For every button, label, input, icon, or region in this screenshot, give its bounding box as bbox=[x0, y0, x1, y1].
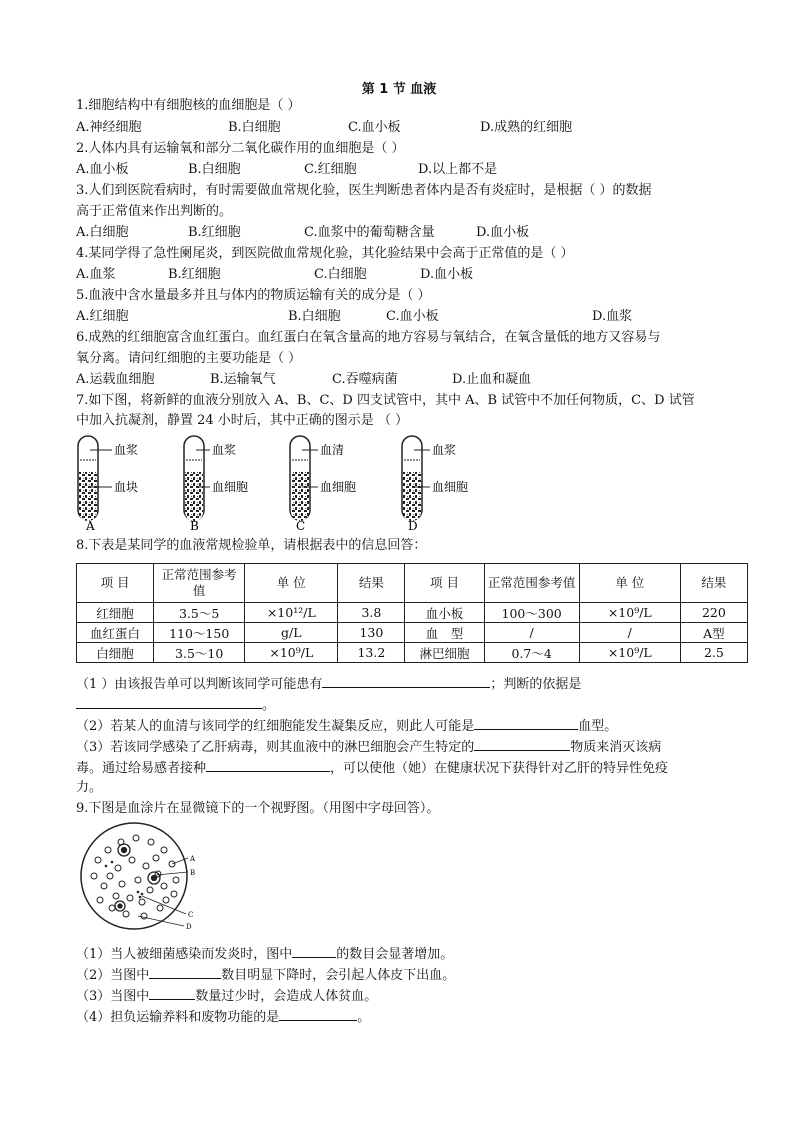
q6-option-c[interactable]: C.吞噬病菌 bbox=[332, 372, 398, 387]
q9-sub2-blank[interactable] bbox=[149, 965, 221, 979]
table-cell: 2.5 bbox=[680, 643, 747, 663]
q1-option-c[interactable]: C.血小板 bbox=[348, 120, 401, 135]
q5-stem: 5.血液中含水量最多并且与体内的物质运输有关的成分是（ ） bbox=[76, 288, 431, 303]
table-cell: 100～300 bbox=[484, 603, 579, 623]
q3-option-a[interactable]: A.白细胞 bbox=[76, 225, 129, 240]
q8-sub1-text-b: ；判断的依据是 bbox=[490, 677, 582, 692]
table-cell: 3.5～10 bbox=[154, 643, 245, 663]
tube-a bbox=[78, 436, 112, 521]
table-cell: 130 bbox=[338, 623, 405, 643]
q2-stem: 2.人体内具有运输氧和部分二氧化碳作用的血细胞是（ ） bbox=[76, 141, 405, 156]
table-cell: 红细胞 bbox=[77, 603, 154, 623]
q4-option-c[interactable]: C.白细胞 bbox=[314, 267, 367, 282]
q8-sub1-line2 bbox=[76, 695, 275, 715]
table-row bbox=[77, 623, 748, 643]
q8-sub1-blank-disease[interactable] bbox=[322, 674, 490, 688]
table-header-cell: 结果 bbox=[680, 564, 747, 603]
table-header-cell: 正常范围参考值 bbox=[154, 564, 245, 603]
table-row bbox=[77, 603, 748, 623]
table-cell: 3.8 bbox=[338, 603, 405, 623]
table-header-cell: 项 目 bbox=[405, 564, 484, 603]
tube-d bbox=[402, 436, 430, 521]
table-cell: / bbox=[579, 623, 680, 643]
q3-option-d[interactable]: D.血小板 bbox=[476, 225, 530, 240]
q1-option-d[interactable]: D.成熟的红细胞 bbox=[480, 120, 573, 135]
q6-stem-line1: 6.成熟的红细胞富含血红蛋白。血红蛋白在氧含量高的地方容易与氧结合，在氧含量低的地方又容易与 bbox=[76, 330, 661, 345]
table-cell: g/L bbox=[245, 623, 338, 643]
q6-option-d[interactable]: D.止血和凝血 bbox=[452, 372, 532, 387]
tube-c bbox=[290, 436, 318, 521]
q9-sub1-blank[interactable] bbox=[292, 944, 336, 958]
q4-option-a[interactable]: A.血浆 bbox=[76, 267, 116, 282]
blood-smear-svg bbox=[76, 820, 216, 940]
q9-sub3-text-a: （3）当图中 bbox=[76, 989, 150, 1004]
table-cell: 淋巴细胞 bbox=[405, 643, 484, 663]
table-cell: ×10⁹/L bbox=[579, 603, 680, 623]
tube-d-bottom-label: 血细胞 bbox=[432, 480, 469, 494]
tube-c-letter: C bbox=[296, 519, 306, 532]
table-cell: 13.2 bbox=[338, 643, 405, 663]
q8-sub3-line3: 力。 bbox=[76, 780, 103, 795]
q2-option-b[interactable]: B.白细胞 bbox=[188, 162, 241, 177]
q9-sub3-text-b: 数量过少时，会造成人体贫血。 bbox=[195, 989, 378, 1004]
table-cell: ×10⁹/L bbox=[579, 643, 680, 663]
blood-smear-figure bbox=[76, 820, 216, 940]
table-row bbox=[77, 643, 748, 663]
q5-option-c[interactable]: C.血小板 bbox=[386, 309, 439, 324]
q6-option-a[interactable]: A.运载血细胞 bbox=[76, 372, 155, 387]
table-cell: ×10¹²/L bbox=[245, 603, 338, 623]
table-cell: 血 型 bbox=[405, 623, 484, 643]
test-tubes-svg bbox=[76, 432, 496, 532]
q7-stem-line2: 中加入抗凝剂，静置 24 小时后，其中正确的图示是 （ ） bbox=[76, 413, 409, 428]
tube-d-letter: D bbox=[408, 519, 418, 532]
q6-option-b[interactable]: B.运输氧气 bbox=[210, 372, 276, 387]
q9-sub4-text-a: （4）担负运输养料和废物功能的是 bbox=[76, 1010, 280, 1025]
q4-option-d[interactable]: D.血小板 bbox=[420, 267, 474, 282]
q9-sub4-line bbox=[76, 1007, 370, 1027]
table-cell: A型 bbox=[680, 623, 747, 643]
tube-a-bottom-label: 血块 bbox=[114, 480, 139, 494]
tube-c-bottom-label: 血细胞 bbox=[320, 480, 357, 494]
q7-stem-line1: 7.如下图，将新鲜的血液分别放入 A、B、C、D 四支试管中，其中 A、B 试管中不加任何物质，C、D 试管 bbox=[76, 393, 695, 408]
page-title: 第 1 节 血液 bbox=[361, 82, 437, 97]
q9-sub3-blank[interactable] bbox=[149, 986, 195, 1000]
table-cell: / bbox=[484, 623, 579, 643]
q9-sub2-text-b: 数目明显下降时，会引起人体皮下出血。 bbox=[221, 968, 456, 983]
q8-sub3-text-l2a: 毒。通过给易感者接种 bbox=[76, 761, 207, 776]
q1-option-b[interactable]: B.白细胞 bbox=[228, 120, 281, 135]
q9-sub1-text-b: 的数目会显著增加。 bbox=[336, 947, 454, 962]
q9-stem: 9.下图是血涂片在显微镜下的一个视野图。（用图中字母回答）。 bbox=[76, 801, 440, 816]
q9-sub3-line bbox=[76, 986, 377, 1006]
test-tubes-figure bbox=[76, 432, 496, 532]
table-cell: 3.5～5 bbox=[154, 603, 245, 623]
table-cell: 220 bbox=[680, 603, 747, 623]
q5-option-d[interactable]: D.血浆 bbox=[592, 309, 633, 324]
table-header-cell: 项 目 bbox=[77, 564, 154, 603]
q5-option-b[interactable]: B.白细胞 bbox=[288, 309, 341, 324]
q8-sub1-line1 bbox=[76, 674, 581, 694]
q6-stem-line2: 氧分离。请问红细胞的主要功能是（ ） bbox=[76, 351, 302, 366]
table-cell: 血红蛋白 bbox=[77, 623, 154, 643]
q8-sub1-text-a: （1 ）由该报告单可以判断该同学可能患有 bbox=[76, 677, 323, 692]
q8-sub1-end: 。 bbox=[262, 698, 276, 713]
table-cell: 血小板 bbox=[405, 603, 484, 623]
table-header-cell: 单 位 bbox=[245, 564, 338, 603]
q9-sub2-line bbox=[76, 965, 455, 985]
q9-sub2-text-a: （2）当图中 bbox=[76, 968, 150, 983]
q8-sub3-text-a: （3）若该同学感染了乙肝病毒，则其血液中的淋巴细胞会产生特定的 bbox=[76, 740, 475, 755]
q8-sub2-line bbox=[76, 716, 617, 736]
q1-option-a[interactable]: A.神经细胞 bbox=[76, 120, 142, 135]
table-header-cell: 正常范围参考值 bbox=[484, 564, 579, 603]
smear-label-b: B bbox=[190, 869, 196, 877]
table-header-cell: 结果 bbox=[338, 564, 405, 603]
table-cell: ×10⁹/L bbox=[245, 643, 338, 663]
q8-sub3-text-b: 物质来消灭该病 bbox=[570, 740, 662, 755]
table-header-cell: 单 位 bbox=[579, 564, 680, 603]
tube-b bbox=[184, 436, 210, 521]
q5-option-a[interactable]: A.红细胞 bbox=[76, 309, 129, 324]
table-header-row bbox=[77, 564, 748, 603]
q8-sub2-blank-bloodtype[interactable] bbox=[474, 716, 578, 730]
tube-b-letter: B bbox=[190, 519, 199, 532]
tube-a-letter: A bbox=[86, 519, 95, 532]
q9-sub4-blank[interactable] bbox=[279, 1007, 357, 1021]
q8-sub1-blank-reason[interactable] bbox=[76, 695, 262, 709]
tube-d-top-label: 血浆 bbox=[432, 443, 457, 457]
tube-c-top-label: 血清 bbox=[320, 443, 345, 457]
q8-sub2-text-b: 血型。 bbox=[578, 719, 618, 734]
q3-option-b[interactable]: B.红细胞 bbox=[188, 225, 241, 240]
q8-sub3-blank-substance[interactable] bbox=[474, 737, 570, 751]
table-cell: 110～150 bbox=[154, 623, 245, 643]
smear-label-d: D bbox=[186, 923, 192, 931]
q9-sub4-text-b: 。 bbox=[357, 1010, 371, 1025]
q4-stem: 4.某同学得了急性阑尾炎，到医院做血常规化验，其化验结果中会高于正常值的是（ ） bbox=[76, 246, 574, 261]
q8-sub3-blank-vaccine[interactable] bbox=[206, 758, 330, 772]
q8-sub3-line2 bbox=[76, 758, 668, 778]
tube-a-top-label: 血浆 bbox=[114, 443, 139, 457]
q9-sub1-line bbox=[76, 944, 453, 964]
q8-sub2-text-a: （2）若某人的血清与该同学的红细胞能发生凝集反应，则此人可能是 bbox=[76, 719, 475, 734]
blood-test-table bbox=[76, 563, 748, 663]
tube-b-top-label: 血浆 bbox=[212, 443, 237, 457]
table-cell: 白细胞 bbox=[77, 643, 154, 663]
q1-stem: 1.细胞结构中有细胞核的血细胞是（ ） bbox=[76, 98, 301, 113]
q8-sub3-text-l2b: ，可以使他（她）在健康状况下获得针对乙肝的特异性免疫 bbox=[330, 761, 669, 776]
q8-stem: 8.下表是某同学的血液常规检验单，请根据表中的信息回答： bbox=[76, 538, 427, 553]
q3-stem-line2: 高于正常值来作出判断的。 bbox=[76, 204, 233, 219]
tube-b-bottom-label: 血细胞 bbox=[212, 480, 249, 494]
smear-label-c: C bbox=[188, 911, 194, 919]
smear-label-a: A bbox=[190, 855, 196, 863]
table-cell: 0.7～4 bbox=[484, 643, 579, 663]
q2-option-a[interactable]: A.血小板 bbox=[76, 162, 129, 177]
q2-option-d[interactable]: D.以上都不是 bbox=[418, 162, 498, 177]
q8-sub3-line1 bbox=[76, 737, 661, 757]
q4-option-b[interactable]: B.红细胞 bbox=[168, 267, 221, 282]
q2-option-c[interactable]: C.红细胞 bbox=[304, 162, 357, 177]
q3-option-c[interactable]: C.血浆中的葡萄糖含量 bbox=[304, 225, 435, 240]
q3-stem-line1: 3.人们到医院看病时，有时需要做血常规化验，医生判断患者体内是否有炎症时，是根据（ ）的数据 bbox=[76, 183, 652, 198]
q9-sub1-text-a: （1）当人被细菌感染而发炎时，图中 bbox=[76, 947, 293, 962]
